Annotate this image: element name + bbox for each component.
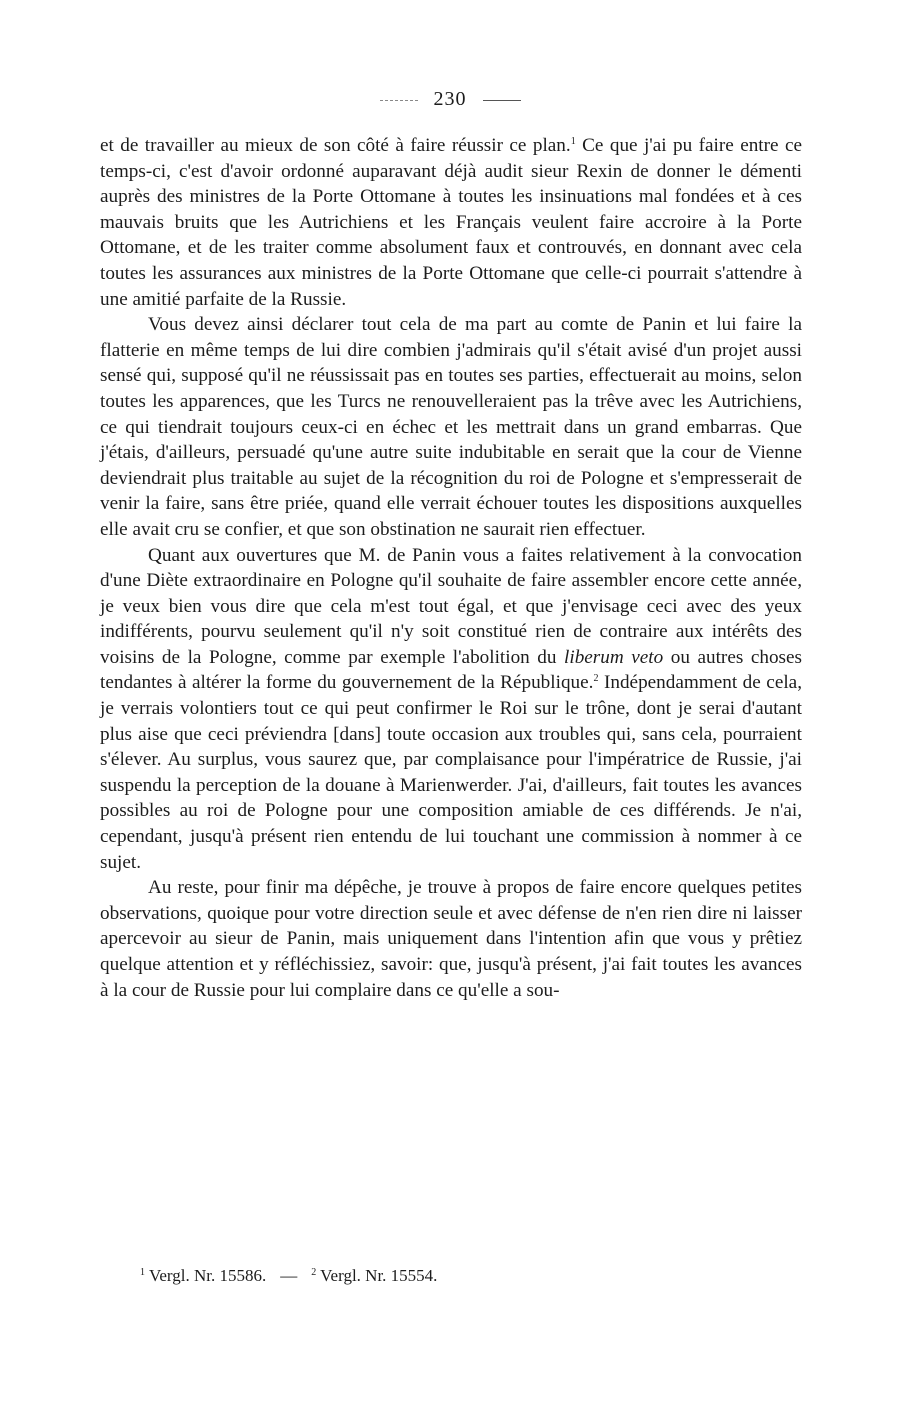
body-text <box>100 133 802 1003</box>
header-rule-right <box>483 100 521 101</box>
footnote-text: Vergl. Nr. 15554. <box>316 1266 438 1285</box>
footnotes <box>140 1266 760 1286</box>
paragraph <box>100 875 802 1003</box>
footnote-number: 2 <box>311 1267 317 1278</box>
italic-phrase: liberum veto <box>564 646 664 668</box>
text-run: Au reste, pour finir ma dépêche, je trouve à propos de faire encore quelques petites observations, quoique pour votre direction seule et avec défense de n'en rien dire ni laisser apercevoir au sieur de Panin, mais uniquement dans l'intention afin que vous y prêtiez quelque attention et y réfléchissiez, savoir: que, jusqu'à présent, j'ai fait toutes les avances à la cour de Russie pour lui complaire dans ce qu'elle a sou- <box>100 877 802 1001</box>
footnote-ref: 1 <box>570 136 576 147</box>
text-run: Vous devez ainsi déclarer tout cela de ma part au comte de Panin et lui faire la flatterie en même temps de lui dire combien j'admirais qu'il s'était avisé d'un projet aussi sensé qui, supposé qu'il ne réussissait pas en toutes ses parties, effectuerait au moins, selon toutes les apparences, que les Turcs ne renouvelleraient pas la trêve avec les Autrichiens, ce qui tiendrait toujours ceux-ci en échec et les mettrait dans un grand embarras. Que j'étais, d'ailleurs, persuadé qu'une autre suite indubitable en serait que la cour de Vienne deviendrait plus traitable au sujet de la récognition du roi de Pologne et s'empresserait de venir la faire, sans être priée, quand elle verrait échouer toutes les dispositions auxquelles elle avait cru se confier, et que son obstination ne saurait rien effectuer. <box>100 314 802 540</box>
text-run: Quant aux ouvertures que M. de Panin vous a faites relativement à la convocation d'une Diète extraordinaire en Pologne qu'il souhaite de faire assembler encore cette année, je veux bien vous dire que cela m'est tout égal, et que j'envisage ceci avec des yeux indifférents, pourvu seulement qu'il n'y soit constitué rien de contraire aux intérêts des voisins de la Pologne, comme par exemple l'abolition du <box>100 544 802 668</box>
text-run: ou autres choses tendantes à altérer la forme du gouvernement de la République. <box>100 646 802 694</box>
footnote-text: Vergl. Nr. 15586. <box>145 1266 267 1285</box>
text-run: et de travailler au mieux de son côté à faire réussir ce plan. <box>100 135 571 156</box>
text-run: Indépendamment de cela, je verrais volontiers tout ce qui peut confirmer le Roi sur le trône, dont je serai d'autant plus aise que ceci préviendra [dans] toute occasion aux troubles qui, sans cela, pourraient s'élever. Au surplus, vous saurez que, par complaisance pour l'impératrice de Russie, j'ai suspendu la perception de la douane à Marienwerder. J'ai, d'ailleurs, fait toutes les avances possibles au roi de Pologne pour une composition amiable de ces différends. Je n'ai, cependant, jusqu'à présent rien entendu de lui touchant une commission à nommer à ce sujet. <box>100 672 802 873</box>
paragraph <box>100 133 802 312</box>
footnote-ref: 2 <box>593 673 599 685</box>
footnote-separator: — <box>280 1266 298 1285</box>
paragraph <box>100 543 802 876</box>
footnote-number: 1 <box>140 1267 145 1278</box>
paragraph <box>100 312 802 542</box>
footnote <box>140 1266 266 1285</box>
header-rule-left <box>380 100 418 101</box>
text-run: Ce que j'ai pu faire entre ce temps-ci, c'est d'avoir ordonné auparavant déjà audit sieur Rexin de donner le démenti auprès des ministres de la Porte Ottomane à toutes les insinuations mal fondées et à ces mauvais bruits que les Autrichiens et les Français veulent faire accroire à la Porte Ottomane, et de les traiter comme absolument faux et controuvés, en donnant avec cela toutes les assurances aux ministres de la Porte Ottomane que celle-ci pourrait s'attendre à une amitié parfaite de la Russie. <box>100 135 802 310</box>
page-header <box>0 88 900 111</box>
footnote <box>311 1266 437 1285</box>
page-number: 230 <box>433 88 467 110</box>
